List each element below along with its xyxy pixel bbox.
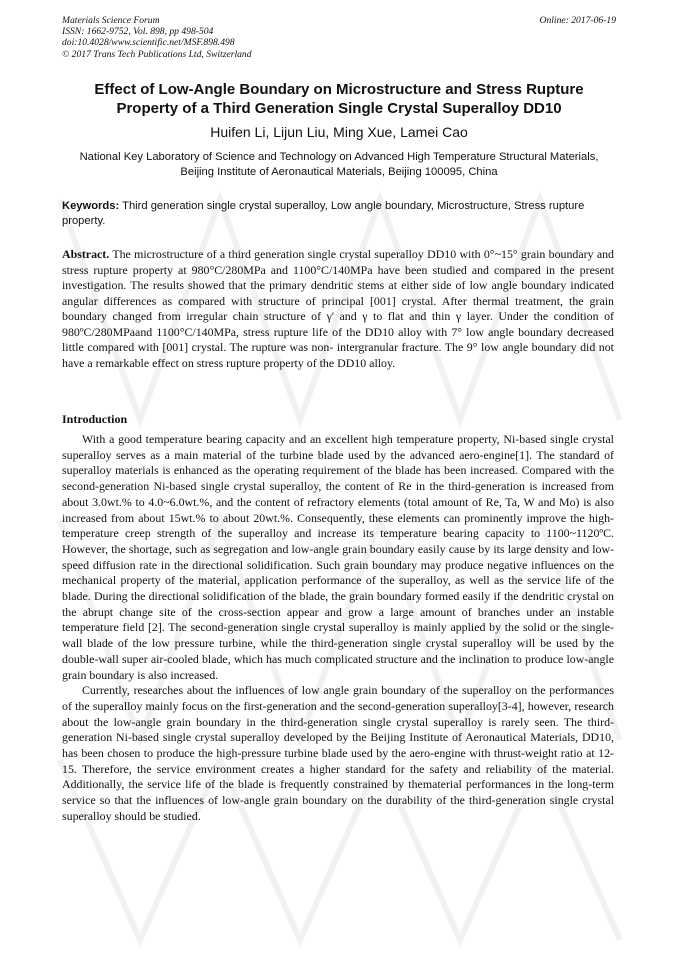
- doi-line[interactable]: doi:10.4028/www.scientific.net/MSF.898.498: [62, 37, 235, 49]
- keywords-text: Third generation single crystal superalloy, Low angle boundary, Microstructure, Stress rupture property.: [62, 200, 585, 227]
- paper-title: Effect of Low-Angle Boundary on Microstructure and Stress Rupture Property of a Third Generation Single Crystal Superalloy DD10: [94, 81, 584, 117]
- abstract-block: [62, 247, 614, 371]
- publication-info: [62, 15, 252, 60]
- journal-header: [62, 15, 616, 60]
- issn-line: ISSN: 1662-9752, Vol. 898, pp 498-504: [62, 26, 214, 38]
- introduction-body: [62, 432, 614, 825]
- paragraph: Currently, researches about the influences of low angle grain boundary of the superalloy on the performances of the superalloy mainly focus on the first-generation and the second-generation superalloy[3-4], however, research about the low-angle grain boundary in the third-generation single crystal superalloy is rarely seen. The third-generation Ni-based single crystal superalloy developed by the Beijing Institute of Aeronautical Materials, DD10, has been chosen to produce the high-pressure turbine blade used by the aero-engine with thrust-weight ratio at 12-15. Therefore, the service environment creates a higher standard for the safety and reliability of the material. Additionally, the service life of the blade is frequently constrained by thematerial performances in the long-term service so that the influences of low-angle grain boundary on the durability of the third-generation single crystal superalloy should be studied.: [62, 683, 614, 823]
- paragraph: With a good temperature bearing capacity and an excellent high temperature property, Ni-based single crystal superalloy serves as a main material of the turbine blade used by the advanced aero-engine[1]. The standard of superalloy materials is enhanced as the operating requirement of the blade has been increased. Compared with the second-generation Ni-based single crystal superalloy, the content of Re in the third-generation is increased from about 3.0wt.% to 4.0~6.0wt.%, and the content of refractory elements (total amount of Re, Ta, W and Mo) is also increased from about 15wt.% to about 20wt.%. Consequently, these elements can prominently improve the high-temperature creep strength of the superalloy and increase its temperature bearing capacity to 1100~1120ºC. However, the shortage, such as segregation and low-angle grain boundary easily cause by its large density and low-speed diffusion rate in the directional solidification. Such grain boundary may produce negative influences on the mechanical property of the material, application performance of the superalloy, as well as the service life of the blade. During the directional solidification of the blade, the grain boundary formed easily if the dendritic crystal on the abrupt change site of the cross-section appear and grow a large amount of branches under an instable temperature field [2]. The second-generation single crystal superalloy is mainly applied by the solid or the single-wall blade of the low pressure turbine, while the third-generation single crystal superalloy will be used by the double-wall super air-cooled blade, which has much complicated structure and the inclination to produce low-angle grain boundary is also increased.: [62, 432, 614, 682]
- keywords-label: Keywords:: [62, 200, 120, 212]
- abstract-text: The microstructure of a third generation single crystal superalloy DD10 with 0°~15° grain boundary and stress rupture property at 980°C/280MPa and 1100°C/140MPa have been studied and compared in the present investigation. The results showed that the primary dendritic stems at either side of low angle boundary indicated angular differences as compared with structure of principal [001] crystal. After thermal treatment, the grain boundary changed from irregular chain structure of γ' and γ to flat and thin γ layer. Under the condition of 980ºC/280MPaand 1100°C/140MPa, stress rupture life of the DD10 alloy with 7° low angle boundary decreased little compared with [001] crystal. The rupture was non- intergranular fracture. The 9° low angle boundary did not have a remarkable effect on stress rupture property of the DD10 alloy.: [62, 247, 614, 370]
- online-date: Online: 2017-06-19: [539, 15, 616, 26]
- author-list: Huifen Li, Lijun Liu, Ming Xue, Lamei Cao: [210, 124, 468, 140]
- journal-name: Materials Science Forum: [62, 15, 160, 26]
- affiliation: National Key Laboratory of Science and Technology on Advanced High Temperature Structural Materials, Beijing Institute of Aeronautical Materials, Beijing 100095, China: [79, 151, 599, 178]
- keywords-block: [62, 199, 614, 228]
- copyright-line: © 2017 Trans Tech Publications Ltd, Switzerland: [62, 48, 252, 60]
- abstract-label: Abstract.: [62, 247, 110, 261]
- section-heading-introduction: Introduction: [62, 412, 128, 426]
